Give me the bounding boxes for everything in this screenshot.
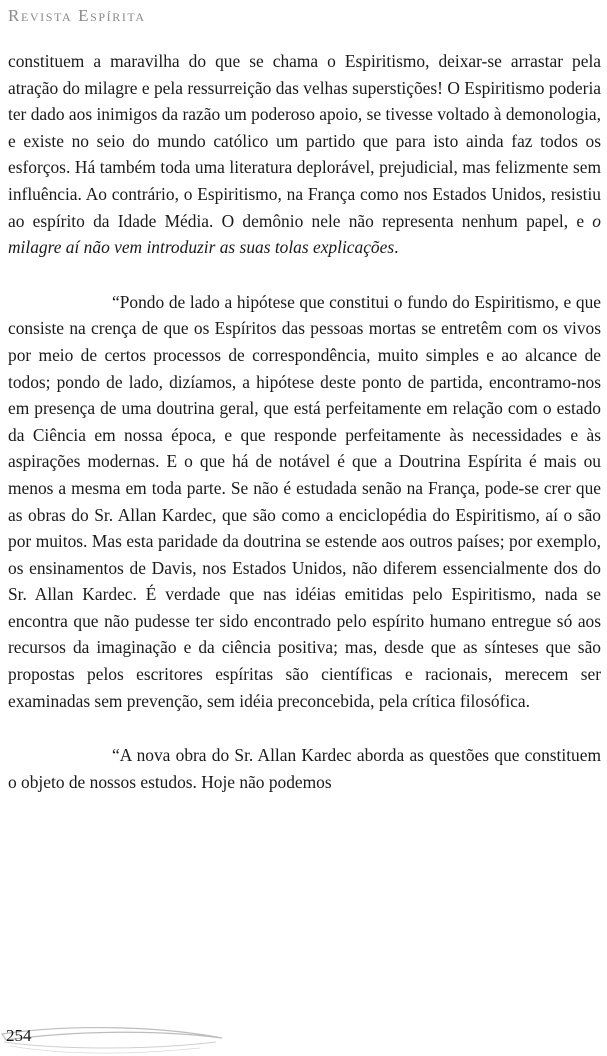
page-number: 254 [6, 1026, 32, 1045]
page-body [8, 48, 601, 795]
paragraph-2: “Pondo de lado a hipótese que constitui o fundo do Espiritismo, e que consiste na crença de que os Espíritos das pessoas mortas se entretêm com os vivos por meio de certos processos de correspondência, muito simples e ao alcance de todos; pondo de lado, dizíamos, a hipótese deste ponto de partida, encontramo-nos em presença de uma doutrina geral, que está perfeitamente em relação com o estado da Ciência em nossa época, e que responde perfeitamente às necessidades e às aspirações modernas. E o que há de notável é que a Doutrina Espírita é mais ou menos a mesma em toda parte. Se não é estudada senão na França, pode-se crer que as obras do Sr. Allan Kardec, que são como a enciclopédia do Espiritismo, aí o são por muitos. Mas esta paridade da doutrina se estende aos outros países; por exemplo, os ensinamentos de Davis, nos Estados Unidos, não diferem essencialmente dos do Sr. Allan Kardec. É verdade que nas idéias emitidas pelo Espiritismo, nada se encontra que não pudesse ter sido encontrado pelo espírito humano entregue só aos recursos da imaginação e da ciência positiva; mas, desde que as sínteses que são propostas pelos escritores espíritas são científicas e racionais, merecem ser examinadas sem prevenção, sem idéia preconcebida, pela crítica filosófica. [8, 291, 601, 711]
paragraph-1 [8, 48, 601, 261]
paragraph-1-italic: o milagre aí não vem introduzir as suas tolas explicações [8, 210, 601, 258]
paragraph-spacer [8, 714, 601, 742]
running-header: Revista Espírita [8, 6, 146, 25]
paragraph-1-text: constituem a maravilha do que se chama o Espiritismo, deixar-se arrastar pela atração do milagre e pela ressurreição das velhas superstições! O Espiritismo poderia ter dado aos inimigos da razão um poderoso apoio, se tivesse voltado à demonologia, e existe no seio do mundo católico um partido que para isto ainda faz todos os esforços. Há também toda uma literatura deplorável, prejudicial, mas felizmente sem influência. Ao contrário, o Espiritismo, na França como nos Estados Unidos, resistiu ao espírito da Idade Média. O demônio nele não representa nenhum papel, e [8, 51, 601, 231]
paragraph-3: “A nova obra do Sr. Allan Kardec aborda as questões que constituem o objeto de nossos estudos. Hoje não podemos [8, 745, 601, 792]
footer-swoosh-ornament [0, 1020, 230, 1056]
paragraph-spacer [8, 261, 601, 289]
paragraph-1-end: . [394, 237, 399, 258]
